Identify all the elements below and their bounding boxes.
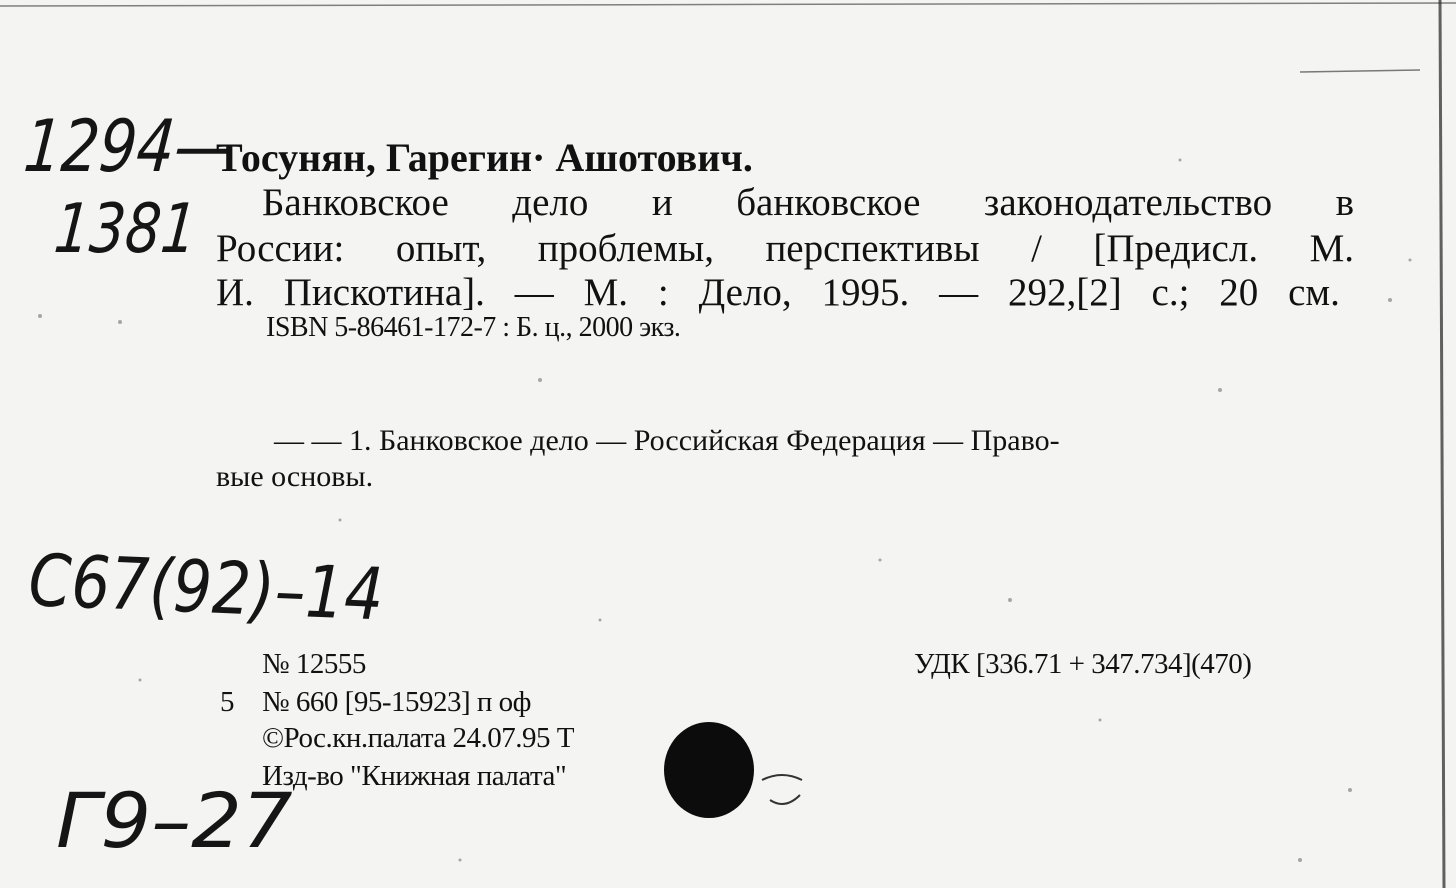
- subject-line-2: вые основы.: [216, 460, 374, 493]
- description-line-1: Банковское дело и банковское законодательство в: [262, 181, 1354, 224]
- udc-code: УДК [336.71 + 347.734](470): [914, 648, 1252, 680]
- catalog-number-line: № 660 [95-15923] п оф: [262, 686, 531, 718]
- subject-line-1: — — 1. Банковское дело — Российская Федерация — Право-: [274, 424, 1060, 457]
- handwritten-classification: С67(92)–14: [27, 538, 385, 637]
- handwritten-shelfmark-line2: 1381: [51, 190, 200, 269]
- copyright-line: ©Рос.кн.палата 24.07.95 Т: [262, 722, 574, 754]
- handwritten-bottom-code: Г9–27: [56, 776, 293, 865]
- handwritten-shelfmark-line1: 1294—: [20, 104, 238, 188]
- isbn-line: ISBN 5-86461-172-7 : Б. ц., 2000 экз.: [266, 312, 681, 343]
- description-line-3: И. Пискотина]. — М. : Дело, 1995. — 292,[2] с.; 20 см.: [216, 271, 1340, 314]
- publisher-line: Изд-во "Книжная палата": [262, 760, 567, 792]
- catalog-prefix: 5: [220, 686, 234, 718]
- author-heading: Тосунян, Гарегин· Ашотович.: [216, 135, 753, 180]
- punch-hole: [664, 722, 754, 818]
- record-number: № 12555: [262, 648, 366, 680]
- description-line-2: России: опыт, проблемы, перспективы / [Предисл. М.: [216, 227, 1354, 270]
